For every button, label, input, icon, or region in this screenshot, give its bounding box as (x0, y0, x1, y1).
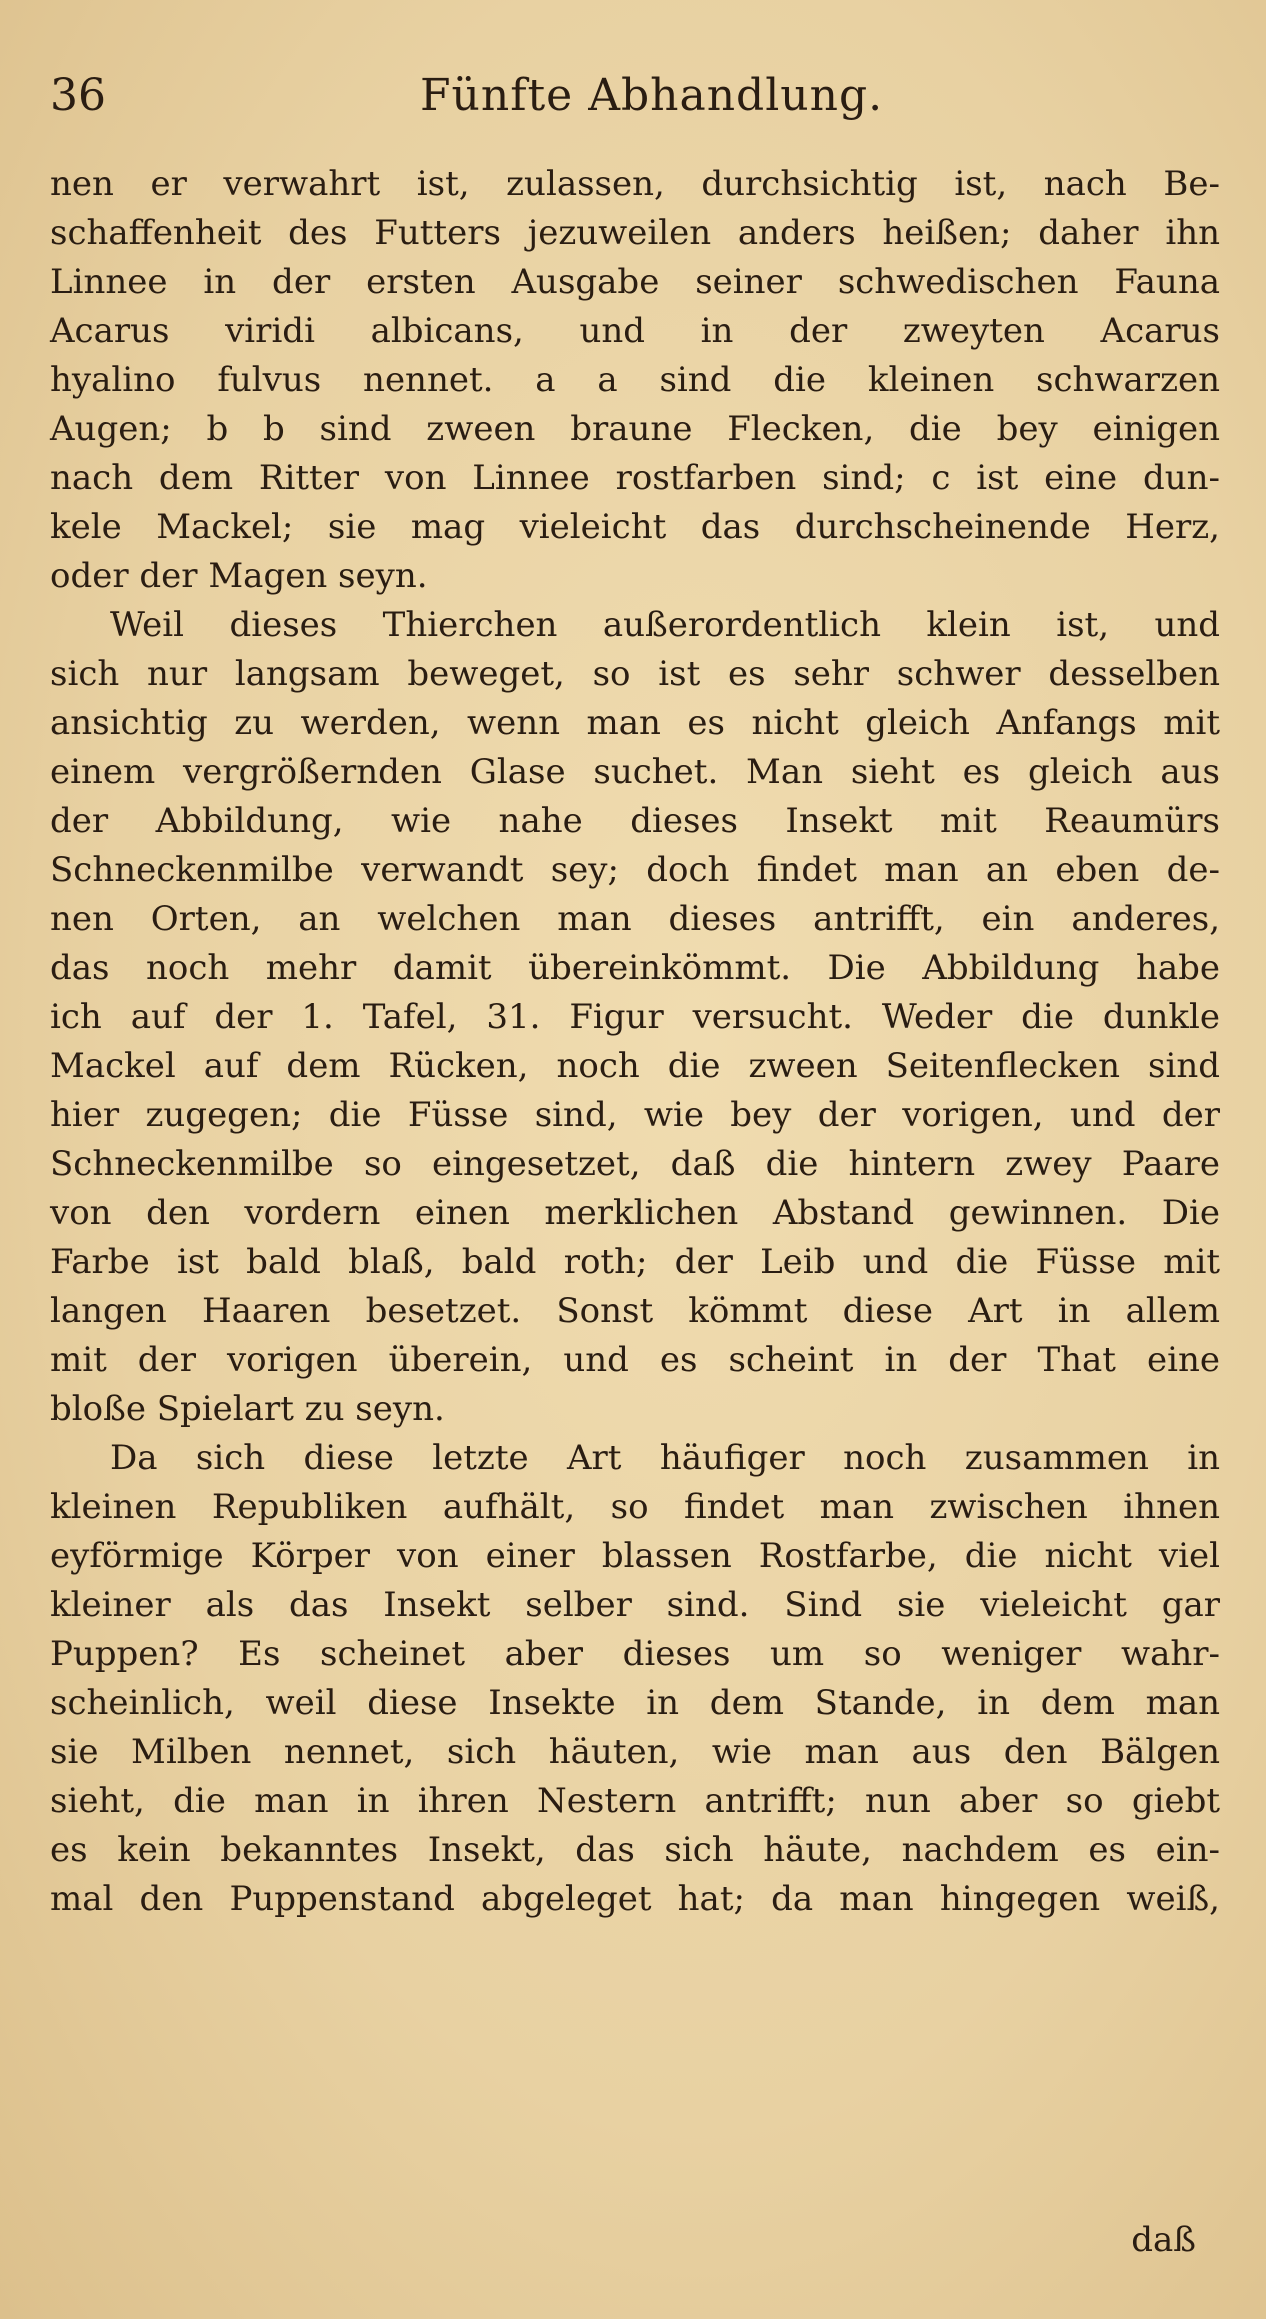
text-line: ansichtig zu werden, wenn man es nicht gleich Anfangs mit (50, 703, 1220, 743)
text-line: Linnee in der ersten Ausgabe seiner schwedischen Fauna (50, 262, 1220, 302)
text-line: Mackel auf dem Rücken, noch die zween Seitenflecken sind (50, 1046, 1220, 1086)
text-line: Augen; b b sind zween braune Flecken, die bey einigen (50, 409, 1220, 449)
text-line: schaffenheit des Futters jezuweilen anders heißen; daher ihn (50, 213, 1220, 253)
text-line: der Abbildung, wie nahe dieses Insekt mit Reaumürs (50, 801, 1220, 841)
text-line: sich nur langsam beweget, so ist es sehr schwer desselben (50, 654, 1220, 694)
text-line: Acarus viridi albicans, und in der zweyten Acarus (50, 311, 1220, 351)
text-line: Schneckenmilbe so eingesetzet, daß die hintern zwey Paare (50, 1144, 1220, 1184)
text-line: kleinen Republiken aufhält, so findet man zwischen ihnen (50, 1487, 1220, 1527)
running-head (50, 70, 1200, 130)
text-line: sie Milben nennet, sich häuten, wie man aus den Bälgen (50, 1732, 1220, 1772)
text-line: scheinlich, weil diese Insekte in dem Stande, in dem man (50, 1683, 1220, 1723)
text-line: nen Orten, an welchen man dieses antrifft, ein anderes, (50, 899, 1220, 939)
text-line: langen Haaren besetzet. Sonst kömmt diese Art in allem (50, 1291, 1220, 1331)
text-line: mal den Puppenstand abgeleget hat; da man hingegen weiß, (50, 1879, 1220, 1919)
text-line: eyförmige Körper von einer blassen Rostfarbe, die nicht viel (50, 1536, 1220, 1576)
text-line: mit der vorigen überein, und es scheint in der That eine (50, 1340, 1220, 1380)
body-text (50, 160, 1220, 1924)
text-line: kele Mackel; sie mag vieleicht das durchscheinende Herz, (50, 507, 1220, 547)
text-line: oder der Magen seyn. (50, 556, 428, 596)
text-line: Schneckenmilbe verwandt sey; doch findet man an eben de- (50, 850, 1220, 890)
page-title: Fünfte Abhandlung. (420, 70, 884, 121)
text-line: Farbe ist bald blaß, bald roth; der Leib und die Füsse mit (50, 1242, 1220, 1282)
text-line: es kein bekanntes Insekt, das sich häute, nachdem es ein- (50, 1830, 1220, 1870)
text-line: von den vordern einen merklichen Abstand gewinnen. Die (50, 1193, 1220, 1233)
text-line: ich auf der 1. Tafel, 31. Figur versucht. Weder die dunkle (50, 997, 1220, 1037)
text-line: bloße Spielart zu seyn. (50, 1389, 445, 1429)
text-line: sieht, die man in ihren Nestern antrifft; nun aber so giebt (50, 1781, 1220, 1821)
text-line: Da sich diese letzte Art häufiger noch zusammen in (110, 1438, 1220, 1478)
text-line: nach dem Ritter von Linnee rostfarben sind; c ist eine dun- (50, 458, 1220, 498)
page-number: 36 (50, 70, 106, 121)
text-line: Weil dieses Thierchen außerordentlich klein ist, und (110, 605, 1220, 645)
text-line: hier zugegen; die Füsse sind, wie bey der vorigen, und der (50, 1095, 1220, 1135)
text-line: einem vergrößernden Glase suchet. Man sieht es gleich aus (50, 752, 1220, 792)
text-line: kleiner als das Insekt selber sind. Sind sie vieleicht gar (50, 1585, 1220, 1625)
text-line: Puppen? Es scheinet aber dieses um so weniger wahr- (50, 1634, 1220, 1674)
catchword: daß (1131, 2220, 1196, 2260)
text-line: nen er verwahrt ist, zulassen, durchsichtig ist, nach Be- (50, 164, 1220, 204)
text-line: hyalino fulvus nennet. a a sind die kleinen schwarzen (50, 360, 1220, 400)
text-line: das noch mehr damit übereinkömmt. Die Abbildung habe (50, 948, 1220, 988)
